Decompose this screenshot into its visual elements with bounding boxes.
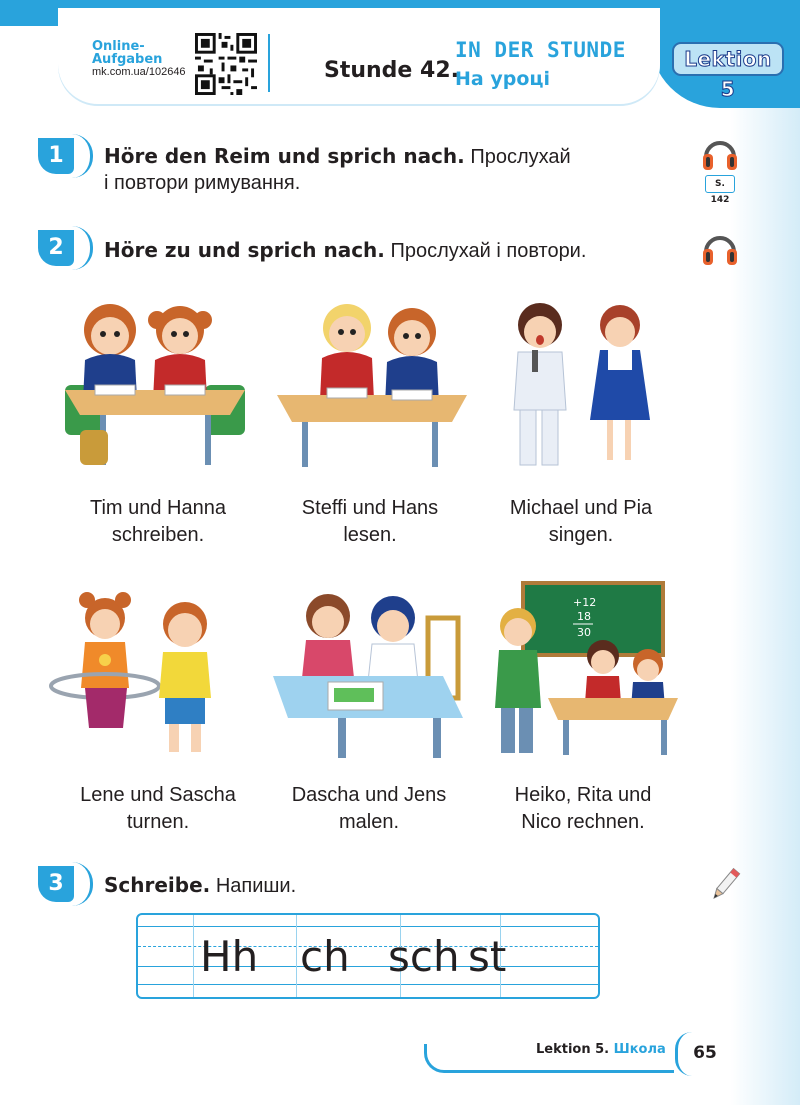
exercise-1-instruction xyxy=(104,143,664,196)
exercise-2-rest: Прослухай і повтори. xyxy=(384,240,587,262)
letters-Hh: Hh xyxy=(200,932,259,981)
exercise-1-line2: і повтори римування. xyxy=(104,172,301,194)
letters-sch: sch xyxy=(388,932,460,981)
blackboard-line-3: 30 xyxy=(577,626,591,639)
blackboard-line-2: 18 xyxy=(577,610,591,623)
lesson-title-ua: На уроці xyxy=(455,68,550,90)
letters-st: st xyxy=(468,932,507,981)
lektion-label: Lektion 5 xyxy=(672,42,784,76)
headphones-icon[interactable] xyxy=(700,228,740,268)
picture-steffi-hans-reading xyxy=(272,290,472,475)
exercise-1-rest: Прослухай xyxy=(464,146,571,168)
footer-lektion-label: Lektion 5. xyxy=(536,1042,614,1057)
handwriting-lines[interactable] xyxy=(136,913,600,999)
caption-line: Tim und Hanna xyxy=(90,497,226,519)
caption-steffi-hans xyxy=(255,495,485,549)
sample-letters xyxy=(138,932,598,981)
picture-heiko-rita-nico-rechnen xyxy=(483,578,683,763)
page-ref-badge: S. 142 xyxy=(705,175,735,193)
picture-dascha-jens-malen xyxy=(268,578,468,763)
footer-topic: Школа xyxy=(613,1042,666,1057)
footer-lektion xyxy=(536,1042,666,1057)
lesson-title-de: IN DER STUNDE xyxy=(455,38,626,62)
qr-code[interactable] xyxy=(195,33,257,95)
caption-dascha-jens xyxy=(254,782,484,836)
exercise-3-bold: Schreibe. xyxy=(104,873,211,897)
online-title: Online- xyxy=(92,39,145,54)
header-divider xyxy=(268,34,270,92)
page-edge-strip xyxy=(730,0,800,1105)
caption-line: Lene und Sascha xyxy=(80,784,236,806)
picture-lene-sascha-turnen xyxy=(45,578,245,763)
caption-line: turnen. xyxy=(126,811,190,833)
caption-michael-pia xyxy=(466,495,696,549)
online-url[interactable]: mk.com.ua/102646 xyxy=(92,66,186,78)
caption-line: Heiko, Rita und xyxy=(514,784,652,806)
lesson-number: Stunde 42. xyxy=(324,58,459,83)
blackboard-line-1: +12 xyxy=(573,596,597,609)
caption-heiko-rita-nico xyxy=(468,782,698,836)
exercise-1-number: 1 xyxy=(38,138,74,174)
caption-line: schreiben. xyxy=(111,524,205,546)
ruling-line xyxy=(138,984,598,985)
caption-line: Dascha und Jens xyxy=(291,784,447,806)
caption-line: Michael und Pia xyxy=(509,497,653,519)
caption-lene-sascha xyxy=(43,782,273,836)
online-tasks xyxy=(92,40,186,79)
headphones-icon[interactable] xyxy=(700,133,740,173)
exercise-1-bold: Höre den Reim und sprich nach. xyxy=(104,144,465,168)
exercise-3-rest: Напиши. xyxy=(210,875,297,897)
caption-line: malen. xyxy=(338,811,400,833)
caption-line: Nico rechnen. xyxy=(521,811,645,833)
exercise-2-bold: Höre zu und sprich nach. xyxy=(104,238,385,262)
caption-line: singen. xyxy=(548,524,614,546)
ruling-line xyxy=(138,926,598,927)
pencil-icon[interactable] xyxy=(705,865,745,905)
online-title-2: Aufgaben xyxy=(92,52,163,67)
exercise-2-instruction xyxy=(104,237,664,264)
caption-line: Steffi und Hans xyxy=(301,497,439,519)
picture-michael-pia-singing xyxy=(480,290,680,475)
exercise-3-instruction xyxy=(104,872,664,899)
exercise-3-number: 3 xyxy=(38,866,74,902)
picture-tim-hanna-writing xyxy=(55,290,255,475)
exercise-2-number: 2 xyxy=(38,230,74,266)
letters-ch: ch xyxy=(300,932,350,981)
caption-line: lesen. xyxy=(343,524,397,546)
caption-tim-hanna xyxy=(43,495,273,549)
page-number: 65 xyxy=(683,1034,727,1072)
